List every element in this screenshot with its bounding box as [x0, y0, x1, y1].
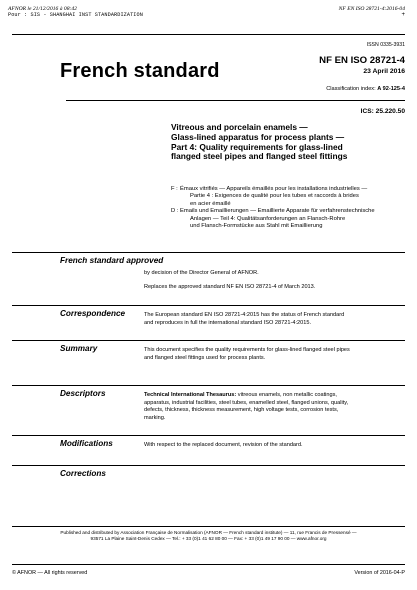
descriptors-line: [144, 392, 406, 400]
title-line: flanged steel pipes and flanged steel fittings: [171, 151, 348, 162]
copyright: © AFNOR — All rights reserved: [12, 570, 88, 576]
approved-decision: by decision of the Director General of AFNOR.: [144, 270, 259, 276]
translation-line: en acier émaillé: [190, 200, 231, 207]
translation-line: Anlagen — Teil 4: Qualitätsanforderungen an Flansch-Rohre: [190, 215, 346, 222]
document-title: [171, 123, 406, 162]
divider-ics: [66, 100, 405, 101]
section-body-summary: [144, 347, 406, 362]
section-label-descriptors: Descriptors: [60, 389, 106, 398]
publication-date: 23 April 2016: [363, 68, 405, 75]
translation-french: [171, 186, 406, 208]
publisher-line: Published and distributed by Association Française de Normalisation (AFNOR — French standard institute) — 11, rue Francis de Pressensé —: [60, 530, 357, 535]
ics-code: ICS: 25.220.50: [360, 108, 405, 115]
print-header-plus: +: [401, 12, 405, 18]
correspondence-line: and reproduces in full the international standard ISO 28721-4:2015.: [144, 319, 311, 326]
section-label-approved: French standard approved: [60, 256, 164, 265]
standard-identifier: NF EN ISO 28721-4: [319, 55, 405, 66]
descriptors-line: marking.: [144, 414, 166, 421]
approved-replaces: Replaces the approved standard NF EN ISO 28721-4 of March 2013.: [144, 283, 316, 290]
summary-line: This document specifies the quality requirements for glass-lined flanged steel pipes: [144, 347, 350, 353]
classification-label: Classification index:: [326, 86, 376, 92]
thesaurus-label: Technical International Thesaurus:: [144, 392, 237, 398]
issn: ISSN 0335-3931: [366, 42, 405, 48]
divider-corrections: [12, 465, 405, 466]
title-line: Part 4: Quality requirements for glass-lined: [171, 141, 343, 152]
language-tag: F :: [171, 186, 178, 192]
section-label-summary: Summary: [60, 344, 98, 353]
publisher-line: 93571 La Plaine Saint-Denis Cedex — Tel.: + 33 (0)1 41 62 80 00 — Fax: + 33 (0)1 49 17 90 00 — www.afnor.org: [90, 536, 327, 542]
divider-top: [12, 34, 405, 35]
divider-footer: [12, 526, 405, 527]
title-translations: [171, 186, 406, 230]
title-line: Glass-lined apparatus for process plants —: [171, 131, 345, 142]
divider-correspondence: [12, 305, 405, 306]
divider-descriptors: [12, 385, 405, 386]
descriptors-text: vitreous enamels, non metallic coatings,: [236, 392, 337, 398]
translation-line: Partie 4 : Exigences de qualité pour les tubes et raccords à brides: [190, 193, 359, 200]
section-body-correspondence: [144, 312, 406, 327]
version: Version of 2016-04-P: [354, 570, 405, 576]
section-label-corrections: Corrections: [60, 469, 106, 478]
descriptors-line: defects, thickness, thickness measurement, high voltage tests, corrosion tests,: [144, 407, 339, 414]
divider-summary: [12, 340, 405, 341]
section-body-descriptors: [144, 392, 406, 422]
print-header-reference: NF EN ISO 28721-4:2016-04: [338, 6, 405, 12]
summary-line: and flanged steel fittings used for process plants.: [144, 354, 266, 361]
section-body-approved: [144, 270, 406, 291]
document-type-title: French standard: [60, 60, 220, 82]
section-label-modifications: Modifications: [60, 439, 113, 448]
divider-modifications: [12, 435, 405, 436]
classification-index: [326, 86, 405, 92]
translation-line: Emails und Emaillierungen — Emaillierte Apparate für verfahrenstechnische: [180, 208, 375, 215]
print-header-timestamp: AFNOR le 21/12/2016 à 08:42: [8, 6, 77, 12]
title-line: Vitreous and porcelain enamels —: [171, 122, 308, 132]
divider-approved: [12, 252, 405, 253]
translation-german: [171, 208, 406, 230]
descriptors-line: apparatus, industrial facilities, steel tubes, enamelled steel, flanged unions, quality,: [144, 399, 349, 406]
divider-bottom: [12, 564, 405, 565]
classification-value: A 92-125-4: [377, 86, 405, 92]
print-header-recipient: Pour : SIS - SHANGHAI INST STANDARDIZATION: [8, 12, 143, 18]
section-label-correspondence: Correspondence: [60, 309, 126, 318]
translation-line: und Flansch-Formstücke aus Stahl mit Emaillierung: [190, 223, 323, 230]
publisher-info: [30, 530, 387, 543]
language-tag: D :: [171, 208, 179, 215]
correspondence-line: The European standard EN ISO 28721-4:2015 has the status of French standard: [144, 312, 345, 318]
translation-line: Émaux vitrifiés — Appareils émaillés pour les installations industrielles —: [180, 186, 368, 192]
section-body-modifications: With respect to the replaced document, revision of the standard.: [144, 442, 303, 448]
